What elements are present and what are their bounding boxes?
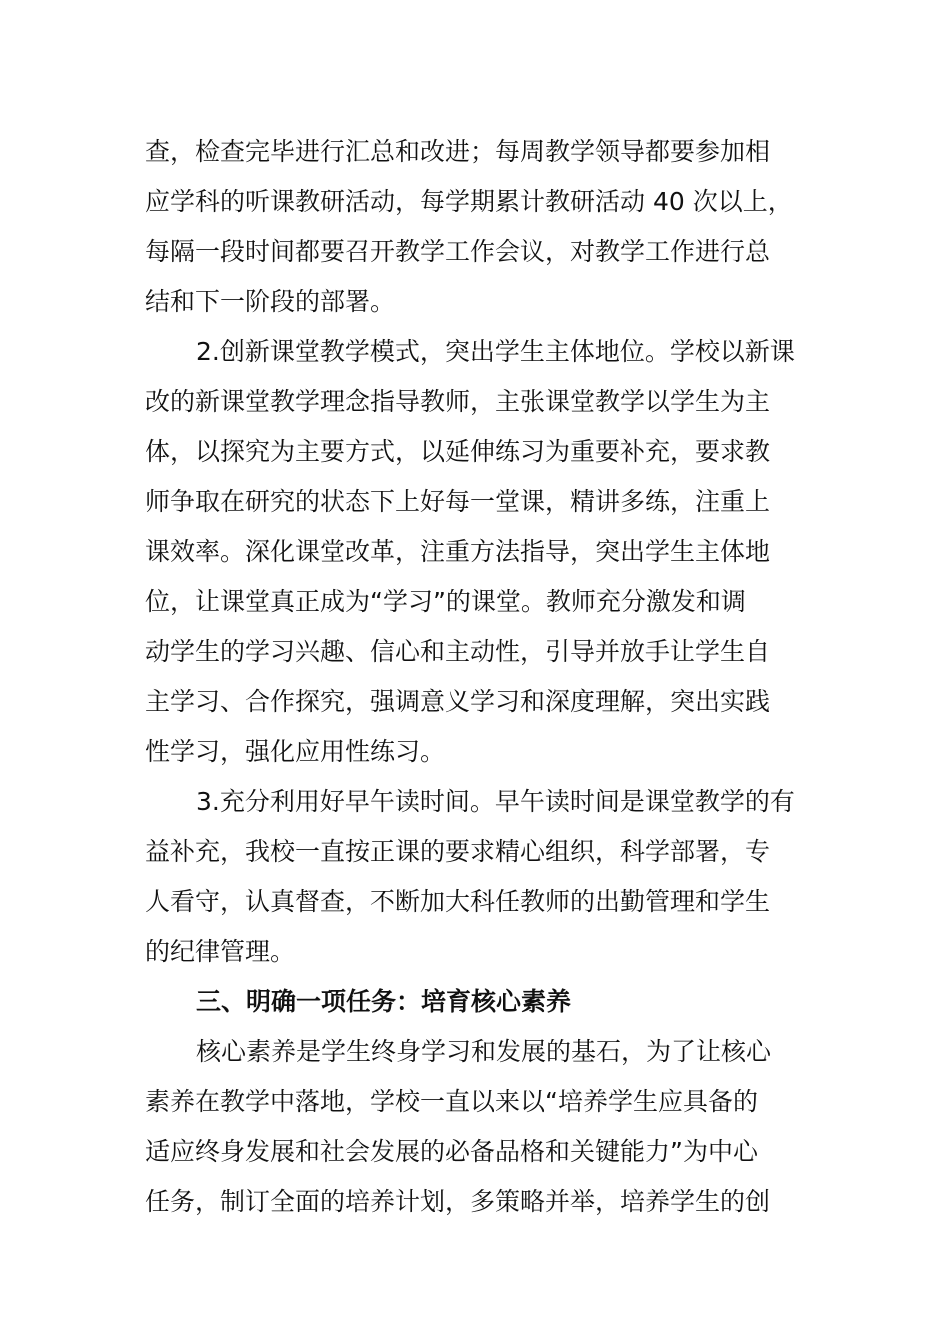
section-heading: 三、明确一项任务：培育核心素养 <box>196 987 572 1016</box>
text-line: 应学科的听课教研活动，每学期累计教研活动 40 次以上， <box>145 187 793 216</box>
text-line: 查，检查完毕进行汇总和改进；每周教学领导都要参加相 <box>145 137 771 166</box>
text-line: 适应终身发展和社会发展的必备品格和关键能力”为中心 <box>145 1137 758 1166</box>
paragraph-start: 核心素养是学生终身学习和发展的基石，为了让核心 <box>196 1037 772 1066</box>
text-line: 素养在教学中落地，学校一直以来以“培养学生应具备的 <box>145 1087 758 1116</box>
text-line: 体，以探究为主要方式，以延伸练习为重要补充，要求教 <box>145 437 771 466</box>
paragraph-2-start: 2.创新课堂教学模式，突出学生主体地位。学校以新课 <box>196 337 795 366</box>
text-line: 的纪律管理。 <box>145 937 296 966</box>
text-line: 结和下一阶段的部署。 <box>145 287 396 316</box>
text-line: 位，让课堂真正成为“学习”的课堂。教师充分激发和调 <box>145 587 746 616</box>
text-line: 师争取在研究的状态下上好每一堂课，精讲多练，注重上 <box>145 487 771 516</box>
text-line: 人看守，认真督查，不断加大科任教师的出勤管理和学生 <box>145 887 771 916</box>
text-line: 任务，制订全面的培养计划，多策略并举，培养学生的创 <box>145 1187 771 1216</box>
text-line: 主学习、合作探究，强调意义学习和深度理解，突出实践 <box>145 687 771 716</box>
text-line: 课效率。深化课堂改革，注重方法指导，突出学生主体地 <box>145 537 771 566</box>
paragraph-3-start: 3.充分利用好早午读时间。早午读时间是课堂教学的有 <box>196 787 795 816</box>
text-line: 益补充，我校一直按正课的要求精心组织，科学部署，专 <box>145 837 771 866</box>
text-line: 每隔一段时间都要召开教学工作会议，对教学工作进行总 <box>145 237 771 266</box>
text-line: 动学生的学习兴趣、信心和主动性，引导并放手让学生自 <box>145 637 771 666</box>
text-line: 性学习，强化应用性练习。 <box>145 737 446 766</box>
text-line: 改的新课堂教学理念指导教师，主张课堂教学以学生为主 <box>145 387 771 416</box>
